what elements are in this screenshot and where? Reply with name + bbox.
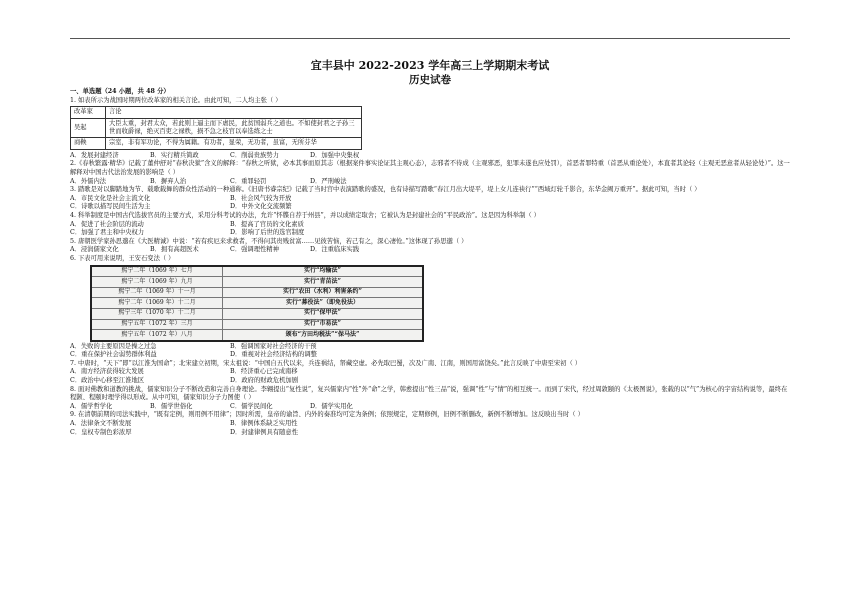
option: A．促进了社会阶层的流动 <box>70 220 144 228</box>
option: D．政府的财政危机加剧 <box>230 377 299 385</box>
option: A．市民文化是社会主流文化 <box>70 194 151 202</box>
option: D．严刑峻法 <box>310 177 347 185</box>
question-6-stem: 6. 下表可用来说明，王安石变法（ ） <box>70 254 175 262</box>
question-7-stem: 7. 中唐时，“天下“即“以江淮为国命”；北宋建立初期，宋太祖说：“中国自五代以来，兵连祸结，帑藏空虚。必先取巴蜀，次及广南、江南，则国用富饶矣。”此言反映了中唐至宋初（ ） <box>70 359 582 367</box>
table-cell: 实行“市易法” <box>304 320 341 327</box>
table-cell: 实行“保甲法” <box>304 309 341 317</box>
question-9-stem: 9. 在清朝前期的司法实践中，“既有定例，则用例不用律”；因时所需，皇帝的谕旨、内外的奏准均可定为条例；依照规定，定期修例，旧例不断删改，新例不断增加。这反映出当时（ ） <box>70 411 584 419</box>
table-row <box>71 107 362 118</box>
table-row <box>92 277 422 288</box>
exam-subtitle: 历史试卷 <box>409 74 451 86</box>
section-heading: 一、单选题（24 小题，共 48 分） <box>70 88 170 95</box>
table-cell: 熙宁五年（1072 年）三月 <box>92 320 223 330</box>
question-3-stem: 3. 踏歌是对以脚踏地为节、载歌载舞的群众性活动的一种通称。《旧唐书睿宗纪》记载了当时宫中表演踏歌的盛况，也有诗描写踏歌“春江月出大堤平，堤上女儿连袂行”“西域灯轮千影合，东华金阙万重开”。据此可知，当时（ ） <box>70 186 701 194</box>
question-5-stem: 5. 唐朝医学家孙思邈在《大医精诚》中说：“若有疾厄来求救者，不得问其贵贱贫富……见彼苦恼，若己有之，深心凄怆。”这体现了孙思邈（ ） <box>70 237 468 245</box>
option: B．提高了官员的文化素质 <box>230 220 304 228</box>
question-5-options <box>70 246 790 255</box>
option: C．削弱贵族势力 <box>230 151 279 159</box>
option: D．儒学实用化 <box>310 402 353 410</box>
question-8-stem: 8. 面对佛教和道教的挑战，儒家知识分子不断改造和完善自身理论。李翱提出“复性说”，复兴儒家内“性”外“命”之学，韩愈提出“性三品”说，强调“性”与“情”的相互统一。而到了宋代，经过周敦颐的《太极图说》，张载的以“气”为核心的宇宙结构说等，最终在程颢、程颐时理学得以形成。从中可知，儒家知识分子力图使（ ） <box>70 385 788 402</box>
question-7-options <box>70 368 790 385</box>
table-row <box>92 288 422 299</box>
option: C．皇权专制色彩浓厚 <box>70 428 132 436</box>
question-1-stem: 1. 如表所示为战国时期两位改革家的相关言论。由此可知，二人均主张（ ） <box>70 96 282 104</box>
table-cell: 吴起 <box>71 118 106 138</box>
question-2-options <box>70 178 790 187</box>
question-3-options <box>70 195 790 212</box>
option: C．重在保护社会弱势群体利益 <box>70 351 157 359</box>
table-row <box>92 267 422 278</box>
question-4-options <box>70 221 790 238</box>
table-cell: 熙宁五年（1072 年）八月 <box>92 330 223 340</box>
option: B．经济重心已完成南移 <box>230 368 298 376</box>
table-cell: 大臣太重，封君太众，若此则上逼主而下虐民，此贫国弱兵之道也。不如使封君之子孙三世而收爵禄，绝灭百吏之禄秩，损不急之枝官以奉选练之士 <box>106 118 362 138</box>
option: A．南方经济获得较大发展 <box>70 368 144 376</box>
table-row <box>71 118 362 138</box>
table-cell: 颁布“方田均税法”“保马法” <box>285 330 360 338</box>
option: C．诗歌以描写民间生活为主 <box>70 203 151 211</box>
option: B．实行精兵简政 <box>150 151 199 159</box>
option: A．浸润儒家文化 <box>70 246 119 254</box>
table-cell: 宗室，非有军功论，不得为属籍。有功者，显荣，无功者，虽富，无所芬华 <box>106 138 362 149</box>
table-cell: 熙宁三年（1070 年）十二月 <box>92 309 223 319</box>
option: A．外儒内法 <box>70 177 107 185</box>
option: B．拥有高超医术 <box>150 246 199 254</box>
table-cell: 熙宁二年（1069 年）十一月 <box>92 288 223 298</box>
option: A．失败的主要原因是操之过急 <box>70 342 157 350</box>
table-cell: 实行“均输法” <box>304 267 341 275</box>
option: C．强调理性精神 <box>230 246 279 254</box>
table-cell: 熙宁二年（1069 年）九月 <box>92 277 223 287</box>
table-cell: 熙宁二年（1069 年）十二月 <box>92 298 223 308</box>
table-cell: 实行“农田（水利）利害条约” <box>283 288 362 296</box>
option: B．儒学世俗化 <box>150 402 193 410</box>
option: C．儒学民间化 <box>230 402 273 410</box>
option: D．重视对社会经济结构的调整 <box>230 351 317 359</box>
table-cell: 商鞅 <box>71 138 106 149</box>
question-6-options <box>70 343 790 360</box>
table-cell: 言论 <box>106 107 362 118</box>
table-cell: 熙宁二年（1069 年）七月 <box>92 267 223 277</box>
option: B．律例体系缺乏实用性 <box>230 420 298 428</box>
option: B．摒弃人治 <box>150 177 187 185</box>
question-list <box>70 88 790 437</box>
question-1-table <box>70 106 362 150</box>
table-row <box>92 309 422 320</box>
option: C．重罪轻罚 <box>230 177 267 185</box>
table-cell: 改革家 <box>71 107 106 118</box>
header-rule <box>70 38 790 39</box>
question-9-options <box>70 420 790 437</box>
option: D．中外文化交流频繁 <box>230 203 292 211</box>
option: D．注重临床实践 <box>310 246 360 254</box>
option: D．加强中央集权 <box>310 151 360 159</box>
table-cell: 实行“募役法”（即免役法） <box>286 298 359 306</box>
table-row <box>92 298 422 309</box>
option: B．社会风气较为开放 <box>230 194 292 202</box>
table-row <box>92 320 422 331</box>
table-row <box>71 138 362 149</box>
question-2-stem: 2.《春秋繁露·精华》记载了董仲舒对“春秋决狱”含义的解释：“春秋之听狱，必本其事而原其志（根据案件事实论证其主观心态），志邪者不待成（主观邪恶，犯罪未遂也应处罚），首恶者罪特重（首恶从重论处），本直者其论轻（主观无恶意者从轻论处）”。这一解释对中国古代法治发展的影响是（ ） <box>70 160 790 176</box>
option: D．封建律例具有随意性 <box>230 428 299 436</box>
exam-title: 宜丰县中 2022-2023 学年高三上学期期末考试 <box>310 59 550 72</box>
option: D．影响了后世的选官制度 <box>230 229 305 237</box>
option: A．发展封建经济 <box>70 151 119 159</box>
question-4-stem: 4. 科举制度是中国古代选拔官员的主要方式，采用分科考试的办法，允许“怀牒自荐于州县”，并以成绩定取舍；它被认为是封建社会的“平民政治”。这是因为科举制（ ） <box>70 211 540 219</box>
option: A．法律条文不断发展 <box>70 420 132 428</box>
option: C．政治中心移至江淮地区 <box>70 377 145 385</box>
option: C．加强了君主和中央权力 <box>70 229 145 237</box>
table-cell: 实行“青苗法” <box>304 277 341 285</box>
option: B．强调国家对社会经济的干预 <box>230 342 317 350</box>
table-row <box>92 330 422 340</box>
question-6-table-image <box>90 265 424 342</box>
option: A．儒学哲学化 <box>70 402 113 410</box>
